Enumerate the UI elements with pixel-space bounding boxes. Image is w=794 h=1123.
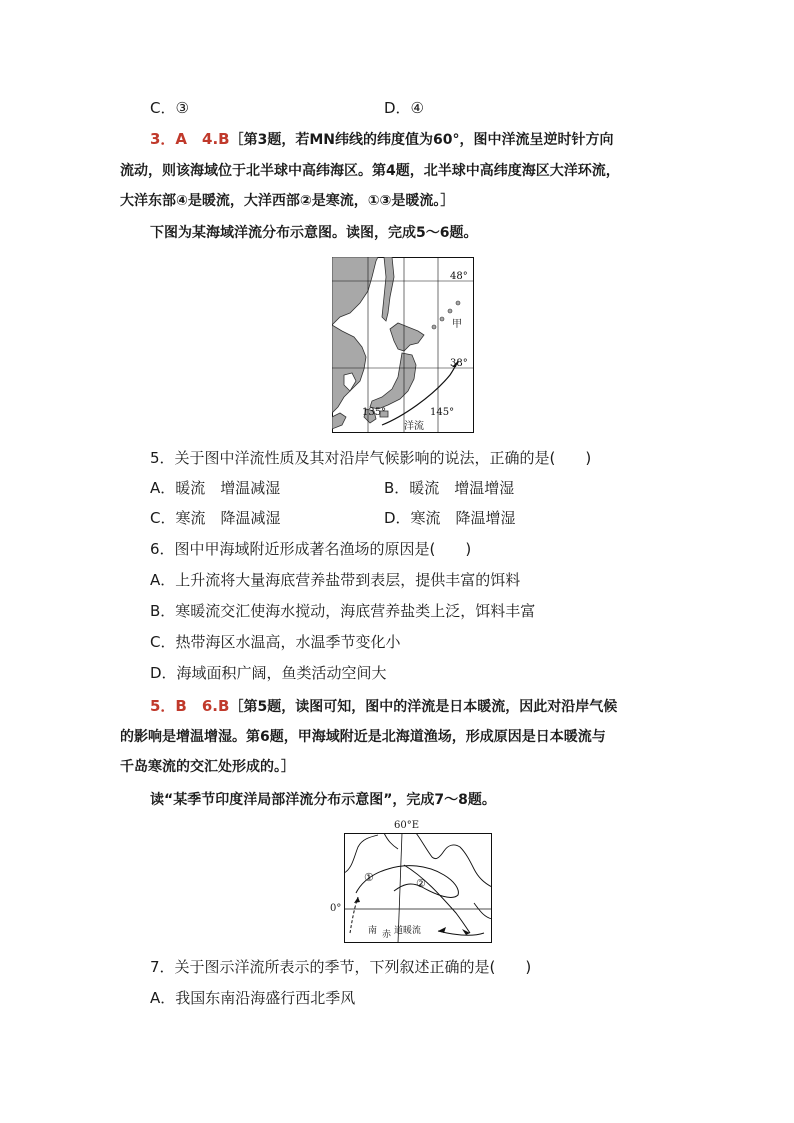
- map2-label-2: ②: [416, 877, 426, 890]
- q5-option-b: B．暖流 增温增湿: [384, 479, 515, 497]
- map1-lon-135: 135°: [362, 407, 387, 418]
- answer-56-line1: 5．B 6.B［第5题，读图可知，图中的洋流是日本暖流，因此对沿岸气候: [150, 697, 618, 715]
- map1-lat-38: 38°: [450, 358, 468, 369]
- map1-lat-48: 48°: [450, 271, 468, 282]
- indian-ocean-current-map: [344, 833, 492, 943]
- q7-stem: 7．关于图示洋流所表示的季节，下列叙述正确的是( ): [150, 958, 532, 976]
- map2-lon-label: 60°E: [394, 820, 420, 831]
- map2-label-current-a: 南: [368, 926, 378, 936]
- map1-label-current: 洋流: [404, 421, 424, 432]
- q6-option-a: A．上升流将大量海底营养盐带到表层，提供丰富的饵料: [150, 571, 521, 589]
- answer-56-line2: 的影响是增温增湿。第6题，甲海域附近是北海道渔场，形成原因是日本暖流与: [120, 729, 606, 745]
- q6-option-d: D．海域面积广阔，鱼类活动空间大: [150, 664, 387, 682]
- intro-5-6: 下图为某海域洋流分布示意图。读图，完成5～6题。: [150, 225, 478, 241]
- q6-option-b: B．寒暖流交汇使海水搅动，海底营养盐类上泛，饵料丰富: [150, 602, 536, 620]
- map2-label-1: ①: [364, 871, 374, 884]
- q6-stem: 6．图中甲海域附近形成著名渔场的原因是( ): [150, 540, 472, 558]
- q4-option-c: C．③: [150, 99, 189, 117]
- q5-option-c: C．寒流 降温减湿: [150, 509, 281, 527]
- answer-34-line1: [150, 128, 614, 151]
- q6-option-c: C．热带海区水温高，水温季节变化小: [150, 633, 401, 651]
- answer-34-line3: 大洋东部④是暖流，大洋西部②是寒流，①③是暖流。］: [120, 193, 455, 209]
- map1-lon-145: 145°: [430, 407, 455, 418]
- answer-34-text1: ［第3题，若MN纬线的纬度值为60°，图中洋流呈逆时针方向: [229, 132, 614, 148]
- q4-option-d: D．④: [384, 99, 424, 117]
- q7-option-a: A．我国东南沿海盛行西北季风: [150, 989, 356, 1007]
- map2-lat-label: 0°: [330, 903, 342, 914]
- map1-label-jia: 甲: [452, 319, 462, 330]
- japan-current-map: [332, 257, 474, 433]
- map2-label-current-c: 道暖流: [394, 926, 422, 936]
- q5-option-a: A．暖流 增温减湿: [150, 479, 281, 497]
- map2-label-current-b: 赤: [382, 930, 392, 940]
- answer-56-key: 5．B 6.B: [150, 697, 230, 715]
- answer-34-line2: 流动，则该海域位于北半球中高纬海区。第4题，北半球中高纬度海区大洋环流，: [120, 163, 620, 179]
- q5-stem: 5．关于图中洋流性质及其对沿岸气候影响的说法，正确的是( ): [150, 449, 592, 467]
- q5-option-d: D．寒流 降温增湿: [384, 509, 516, 527]
- intro-7-8: 读“某季节印度洋局部洋流分布示意图”，完成7～8题。: [150, 792, 496, 808]
- answer-56-line3: 千岛寒流的交汇处形成的。］: [120, 759, 295, 775]
- answer-34-key: 3．A 4.B: [150, 130, 230, 148]
